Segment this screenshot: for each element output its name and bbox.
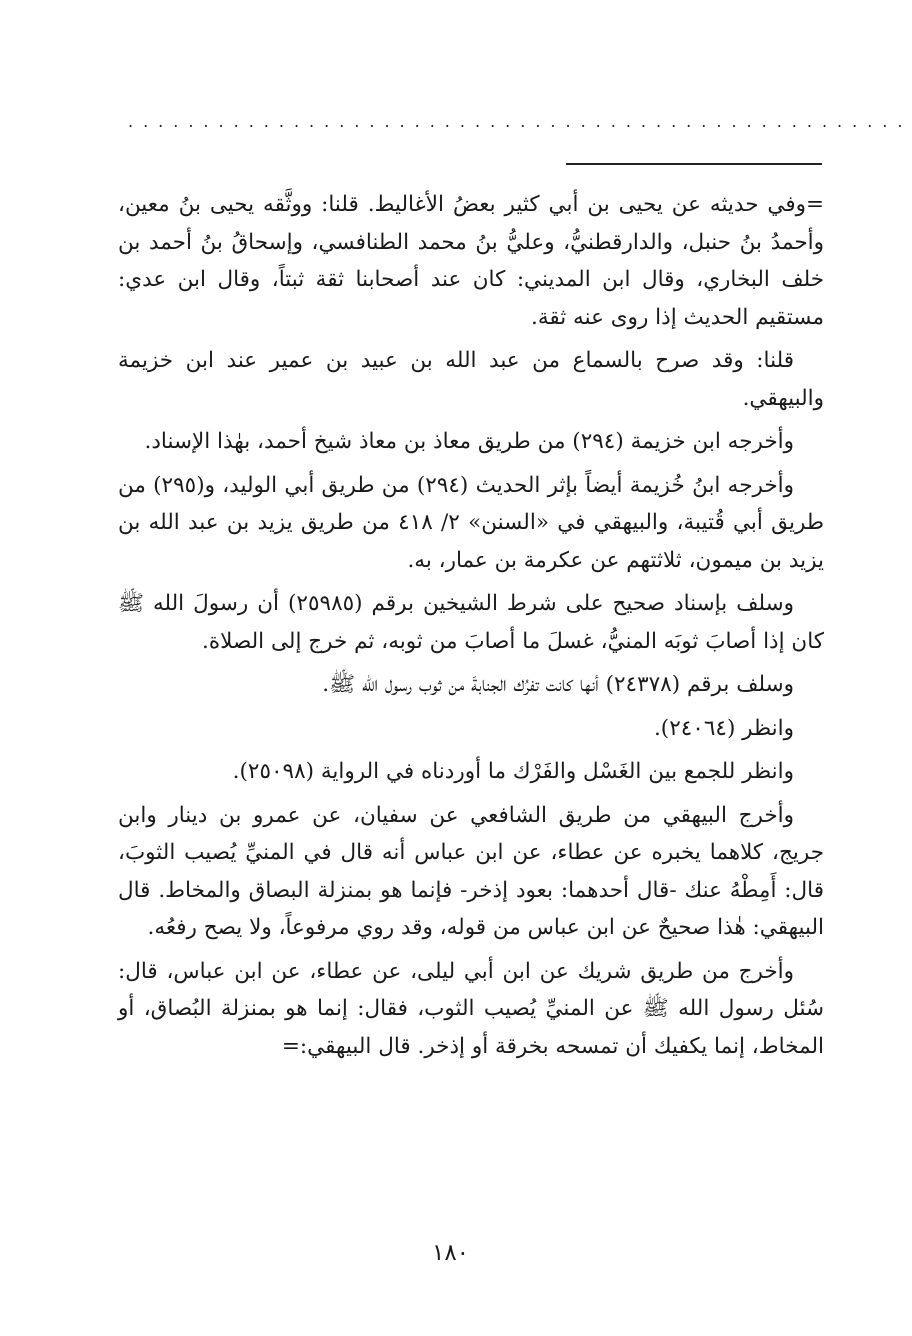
footnote-rule — [566, 163, 822, 165]
footnote-paragraph: وسلف بإسناد صحيح على شرط الشيخين برقم (٢٥٩٨٥) أن رسولَ الله ﷺ كان إذا أصابَ ثوبَه المنيُّ، غسلَ ما أصابَ من ثوبه، ثم خرج إلى الصلاة. — [118, 591, 824, 654]
footnote-paragraph: وأخرج البيهقي من طريق الشافعي عن سفيان، عن عمرو بن دينار وابن جريج، كلاهما يخبره عن عطاء، عن ابن عباس أنه قال في المنيِّ يُصيب الثوبَ، قال: أَمِطْهُ عنك -قال أحدهما: بعود إذخر- فإنما هو بمنزلة البصاق والمخاط. قال البيهقي: هٰذا صحيحٌ عن ابن عباس من قوله، وقد روي مرفوعاً، ولا يصح رفعُه. — [118, 802, 824, 940]
footnote-paragraph: وانظر للجمع بين الغَسْل والفَرْك ما أوردناه في الرواية (٢٥٠٩٨). — [232, 759, 794, 784]
dotted-separator: .................................................... — [128, 112, 912, 131]
footnote-paragraph: وسلف برقم (٢٤٣٧٨) أنها كانت تفرُك الجنابةَ من ثوب رسول الله ﷺ. — [322, 672, 794, 697]
footnote-paragraph: وأخرجه ابن خزيمة (٢٩٤) من طريق معاذ بن معاذ شيخ أحمد، بهٰذا الإسناد. — [144, 429, 794, 454]
footnote-paragraph: قلنا: وقد صرح بالسماع من عبد الله بن عبيد بن عمير عند ابن خزيمة والبيهقي. — [118, 348, 824, 411]
footnote-paragraph: وأخرج من طريق شريك عن ابن أبي ليلى، عن عطاء، عن ابن عباس، قال: سُئل رسول الله ﷺ عن المنيِّ يُصيب الثوب، فقال: إنما هو بمنزلة البُصاق، أو المخاط، إنما يكفيك أن تمسحه بخرقة أو إذخر. قال البيهقي:= — [118, 958, 824, 1059]
footnote-paragraph: وانظر (٢٤٠٦٤). — [653, 715, 794, 741]
footnote-paragraph: =وفي حديثه عن يحيى بن أبي كثير بعضُ الأغاليط. قلنا: ووثَّقه يحيى بنُ معين، وأحمدُ بنُ حنبل، والدارقطنيُّ، وعليُّ بنُ محمد الطنافسي، وإسحاقُ بنُ أحمد بن خلف البخاري، وقال ابن المديني: كان عند أصحابنا ثقة ثبتاً، وقال ابن عدي: مستقيم الحديث إذا روى عنه ثقة. — [118, 192, 824, 330]
footnote-paragraph: وأخرجه ابنُ خُزيمة أيضاً بإثر الحديث (٢٩٤) من طريق أبي الوليد، و(٢٩٥) من طريق أبي قُتيبة، والبيهقي في «السنن» ٢/ ٤١٨ من طريق يزيد بن عبد الله بن يزيد بن ميمون، ثلاثتهم عن عكرمة بن عمار، به. — [118, 472, 825, 573]
footnote-text — [118, 186, 824, 1071]
page-number: ١٨٠ — [431, 1240, 470, 1266]
